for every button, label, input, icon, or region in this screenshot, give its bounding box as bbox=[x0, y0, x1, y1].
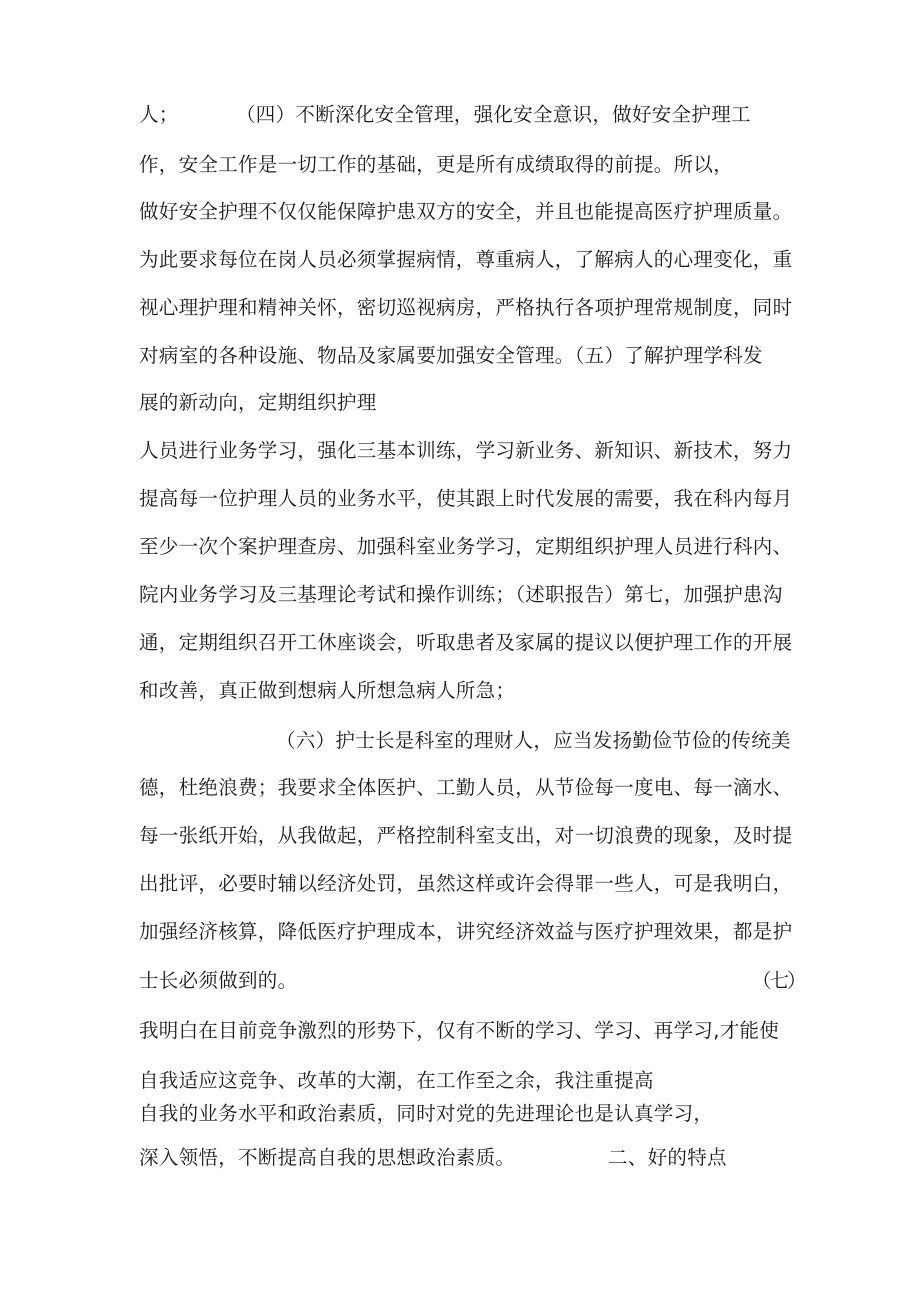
text-line-19a: 士长必须做到的。 bbox=[139, 969, 298, 992]
text-line-12: 通，定期组织召开工休座谈会，听取患者及家属的提议以便护理工作的开展 bbox=[139, 631, 793, 654]
text-line-3: 做好安全护理不仅仅能保障护患双方的安全，并且也能提高医疗护理质量。 bbox=[139, 200, 793, 223]
text-line-17: 出批评，必要时辅以经济处罚，虽然这样或许会得罪一些人，可是我明白， bbox=[139, 872, 793, 895]
text-line-6: 对病室的各种设施、物品及家属要加强安全管理。（五）了解护理学科发 bbox=[139, 344, 763, 367]
text-line-18: 加强经济核算，降低医疗护理成本，讲究经济效益与医疗护理效果，都是护 bbox=[139, 920, 793, 943]
section-heading: 二、好的特点 bbox=[608, 1146, 727, 1169]
text-line-11: 院内业务学习及三基理论考试和操作训练；（述职报告）第七，加强护患沟 bbox=[139, 583, 783, 606]
text-line-20: 我明白在目前竞争激烈的形势下，仅有不断的学习、学习、再学习,才能使 bbox=[139, 1019, 780, 1042]
text-line-21: 自我适应这竞争、改革的大潮，在工作至之余，我注重提高 bbox=[139, 1069, 654, 1092]
text-line-4: 为此要求每位在岗人员必须掌握病情，尊重病人，了解病人的心理变化，重 bbox=[139, 248, 793, 271]
text-line-8: 人员进行业务学习，强化三基本训练，学习新业务、新知识、新技术，努力 bbox=[139, 439, 793, 462]
text-line-13: 和改善，真正做到想病人所想急病人所急； bbox=[139, 679, 516, 702]
text-line-23a: 深入领悟，不断提高自我的思想政治素质。 bbox=[139, 1146, 516, 1169]
text-line-16: 每一张纸开始，从我做起，严格控制科室支出，对一切浪费的现象，及时提 bbox=[139, 824, 793, 847]
text-line-1a: 人； bbox=[139, 103, 179, 126]
text-line-19b: （七） bbox=[752, 969, 805, 992]
text-line-22: 自我的业务水平和政治素质，同时对党的先进理论也是认真学习， bbox=[139, 1102, 714, 1125]
text-line-15: 德，杜绝浪费；我要求全体医护、工勤人员，从节俭每一度电、每一滴水、 bbox=[139, 776, 793, 799]
text-line-9: 提高每一位护理人员的业务水平，使其跟上时代发展的需要，我在科内每月 bbox=[139, 487, 793, 510]
text-line-2: 作，安全工作是一切工作的基础，更是所有成绩取得的前提。所以， bbox=[139, 153, 734, 176]
text-line-5: 视心理护理和精神关怀，密切巡视病房，严格执行各项护理常规制度，同时 bbox=[139, 296, 793, 319]
text-line-1b: （四）不断深化安全管理，强化安全意识，做好安全护理工 bbox=[236, 103, 751, 126]
text-line-10: 至少一次个案护理查房、加强科室业务学习，定期组织护理人员进行科内、 bbox=[139, 535, 793, 558]
text-line-7: 展的新动向，定期组织护理 bbox=[139, 391, 377, 414]
text-line-14: （六）护士长是科室的理财人，应当发扬勤俭节俭的传统美 bbox=[276, 729, 791, 752]
